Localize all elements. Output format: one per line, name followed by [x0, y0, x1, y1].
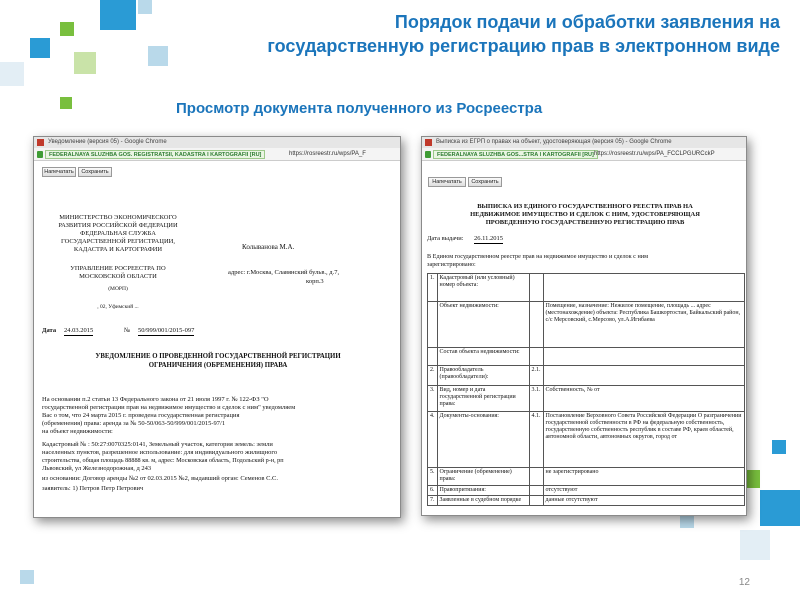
body-line: Кадастровый № : 50:27:0070325:0141, Земельный участок, категория земель: земли	[42, 441, 273, 448]
issue-date-label: Дата выдачи:	[427, 235, 464, 242]
address-bar[interactable]	[422, 148, 746, 161]
row-sub	[529, 302, 543, 348]
row-number: 7.	[428, 496, 438, 506]
row-label: Вид, номер и дата государственной регистрации права:	[437, 386, 529, 412]
certificate-badge[interactable]: FEDERALNAYA SLUZHBA GOS...STRA I KARTOGRAFII [RU]	[433, 150, 598, 159]
body-line: На основании п.2 статьи 13 Федерального закона от 21 июля 1997 г. № 122-ФЗ "О	[42, 396, 269, 403]
row-sub	[529, 274, 543, 302]
browser-window-extract[interactable]	[421, 136, 747, 516]
decor-square	[760, 490, 800, 526]
intro-line: В Едином государственном реестре прав на недвижимое имущество и сделок с ним	[427, 253, 649, 260]
table-row	[428, 366, 745, 386]
table-row	[428, 486, 745, 496]
row-value: данные отсутствуют	[543, 496, 745, 506]
decor-square	[74, 52, 96, 74]
table-row	[428, 412, 745, 468]
row-value	[543, 366, 745, 386]
body-line: строительства, общая площадь 88888 кв. м, адрес: Московская область, Подольский р-н, рп	[42, 457, 284, 464]
row-sub	[529, 468, 543, 486]
slide-subtitle: Просмотр документа полученного из Росреестра	[176, 100, 543, 117]
row-label: Состав объекта недвижимости:	[437, 348, 529, 366]
save-button[interactable]: Сохранить	[468, 177, 502, 187]
row-label: Правообладатель (правообладатели):	[437, 366, 529, 386]
extract-heading: ПРОВЕДЕННУЮ ГОСУДАРСТВЕННУЮ РЕГИСТРАЦИЮ ПРАВ	[485, 219, 685, 226]
address-bar[interactable]	[34, 148, 400, 161]
row-value: Помещение, назначение: Нежилое помещение, площадь ... адрес (местонахождение) объекта: Республика Башкортостан, Байкальский район, с/с Мерсовский, с.Мерсово, ул.А.Игибаева	[543, 302, 745, 348]
browser-window-notification[interactable]	[33, 136, 401, 518]
row-sub	[529, 486, 543, 496]
table-row	[428, 302, 745, 348]
org-line: РАЗВИТИЯ РОССИЙСКОЙ ФЕДЕРАЦИИ	[58, 222, 178, 229]
dept-line: (МОРП)	[108, 286, 128, 292]
row-value	[543, 348, 745, 366]
row-number	[428, 348, 438, 366]
intro-line: зарегистрировано:	[427, 261, 476, 268]
page-number: 12	[738, 577, 750, 588]
print-button[interactable]: Напечатать	[42, 167, 76, 177]
body-line: из основании: Договор аренды №2 от 02.03.2015 №2, выдавший орган: Семенов С.С.	[42, 475, 278, 482]
recipient-name: Колыванова М.А.	[242, 243, 295, 251]
lock-icon	[37, 151, 43, 158]
decor-square	[60, 22, 74, 36]
favicon-icon	[37, 139, 44, 146]
row-label: Правопритязания:	[437, 486, 529, 496]
number-value: 50/999/001/2015-097	[138, 327, 195, 334]
row-sub: 3.1.	[529, 386, 543, 412]
dept-line: УПРАВЛЕНИЕ РОСРЕЕСТРА ПО	[70, 265, 166, 272]
row-label: Заявленные в судебном порядке	[437, 496, 529, 506]
table-row	[428, 386, 745, 412]
decor-square	[20, 570, 34, 584]
row-sub	[529, 348, 543, 366]
row-sub: 4.1.	[529, 412, 543, 468]
body-line: Львовский, ул Железнодорожная, д 243	[42, 465, 152, 472]
body-line: Вас о том, что 24 марта 2015 г. проведена государственная регистрация	[42, 412, 240, 419]
body-line: на объект недвижимости:	[42, 428, 113, 435]
row-number: 2.	[428, 366, 438, 386]
table-row	[428, 348, 745, 366]
row-number: 3.	[428, 386, 438, 412]
org-line: МИНИСТЕРСТВО ЭКОНОМИЧЕСКОГО	[59, 214, 177, 221]
row-label: Документы-основания:	[437, 412, 529, 468]
decor-square	[30, 38, 50, 58]
url-text[interactable]: https://rosreestr.ru/wps/PA_FCCLPGURCckP	[594, 151, 715, 157]
row-number: 4.	[428, 412, 438, 468]
row-value: Постановление Верховного Совета Российской Федерации О разграничении государственной собственности в РФ на федеральную собственность, государственную собственность республик в составе РФ, краев областей, автономной области, автономных округов, город от	[543, 412, 745, 468]
row-number: 6.	[428, 486, 438, 496]
url-text[interactable]: https://rosreestr.ru/wps/PA_F	[289, 151, 366, 157]
body-line: населенных пунктов, разрешенное использование: для индивидуального жилищного	[42, 449, 278, 456]
table-row	[428, 496, 745, 506]
row-number: 1.	[428, 274, 438, 302]
org-line: КАДАСТРА И КАРТОГРАФИИ	[73, 246, 163, 253]
row-sub: 2.1.	[529, 366, 543, 386]
table-row	[428, 468, 745, 486]
row-number	[428, 302, 438, 348]
print-button[interactable]: Напечатать	[428, 177, 466, 187]
window-titlebar[interactable]	[34, 137, 400, 148]
date-label: Дата	[42, 327, 57, 334]
slide-title-line2: государственную регистрацию прав в электронном виде	[267, 36, 780, 56]
decor-square	[100, 0, 136, 30]
bullet-square	[60, 97, 72, 109]
decor-square	[740, 530, 770, 560]
issue-date-value: 26.11.2015	[474, 235, 504, 242]
row-value	[543, 274, 745, 302]
decor-square	[0, 62, 24, 86]
org-line: ФЕДЕРАЛЬНАЯ СЛУЖБА	[80, 230, 156, 237]
row-value: не зарегистрировано	[543, 468, 745, 486]
dept-line: МОСКОВСКОЙ ОБЛАСТИ	[79, 273, 157, 280]
row-value: отсутствуют	[543, 486, 745, 496]
slide-title-line1: Порядок подачи и обработки заявления на	[394, 12, 780, 32]
row-sub	[529, 496, 543, 506]
number-label: №	[124, 327, 131, 334]
decor-square	[680, 514, 694, 528]
window-titlebar[interactable]	[422, 137, 746, 148]
lock-icon	[425, 151, 431, 158]
document-content	[422, 161, 746, 516]
window-title: Выписка из ЕГРП о правах на объект, удостоверяющая (версия 05) - Google Chrome	[436, 139, 672, 145]
save-button[interactable]: Сохранить	[78, 167, 112, 177]
favicon-icon	[425, 139, 432, 146]
row-label: Ограничение (обременение) права:	[437, 468, 529, 486]
body-line: государственной регистрации прав на недвижимое имущество и сделок с ним" уведомляем	[42, 404, 296, 411]
extract-heading: НЕДВИЖИМОЕ ИМУЩЕСТВО И СДЕЛОК С НИМ, УДОСТОВЕРЯЮЩАЯ	[470, 211, 700, 218]
decor-square	[772, 440, 786, 454]
dept-address: , 02, Уфимский ...	[97, 304, 139, 310]
window-title: Уведомление (версия 05) - Google Chrome	[48, 139, 167, 145]
table-row	[428, 274, 745, 302]
body-line: заявитель: 1) Петров Петр Петрович	[42, 485, 144, 492]
row-value: Собственность, № от	[543, 386, 745, 412]
document-content	[34, 161, 400, 518]
decor-square	[138, 0, 152, 14]
extract-table	[427, 273, 745, 506]
extract-heading: ВЫПИСКА ИЗ ЕДИНОГО ГОСУДАРСТВЕННОГО РЕЕСТРА ПРАВ НА	[477, 203, 693, 210]
row-number: 5.	[428, 468, 438, 486]
recipient-address: адрес: г.Москва, Славянский бульв., д.7,	[228, 269, 340, 276]
row-label: Кадастровый (или условный) номер объекта:	[437, 274, 529, 302]
notice-heading: УВЕДОМЛЕНИЕ О ПРОВЕДЕННОЙ ГОСУДАРСТВЕННОЙ РЕГИСТРАЦИИ	[95, 353, 341, 360]
recipient-address: корп.3	[306, 278, 324, 285]
notice-heading: ОГРАНИЧЕНИЯ (ОБРЕМЕНЕНИЯ) ПРАВА	[148, 362, 288, 369]
date-value: 24.03.2015	[64, 327, 94, 334]
row-label: Объект недвижимости:	[437, 302, 529, 348]
slide-title	[160, 10, 780, 58]
body-line: (обременения) права: аренда за № 50-50/063-50/999/001/2015-97/1	[42, 420, 226, 427]
certificate-badge[interactable]: FEDERALNAYA SLUZHBA GOS. REGISTRATSII, KADASTRA I KARTOGRAFII [RU]	[45, 150, 265, 159]
org-line: ГОСУДАРСТВЕННОЙ РЕГИСТРАЦИИ,	[61, 238, 175, 245]
